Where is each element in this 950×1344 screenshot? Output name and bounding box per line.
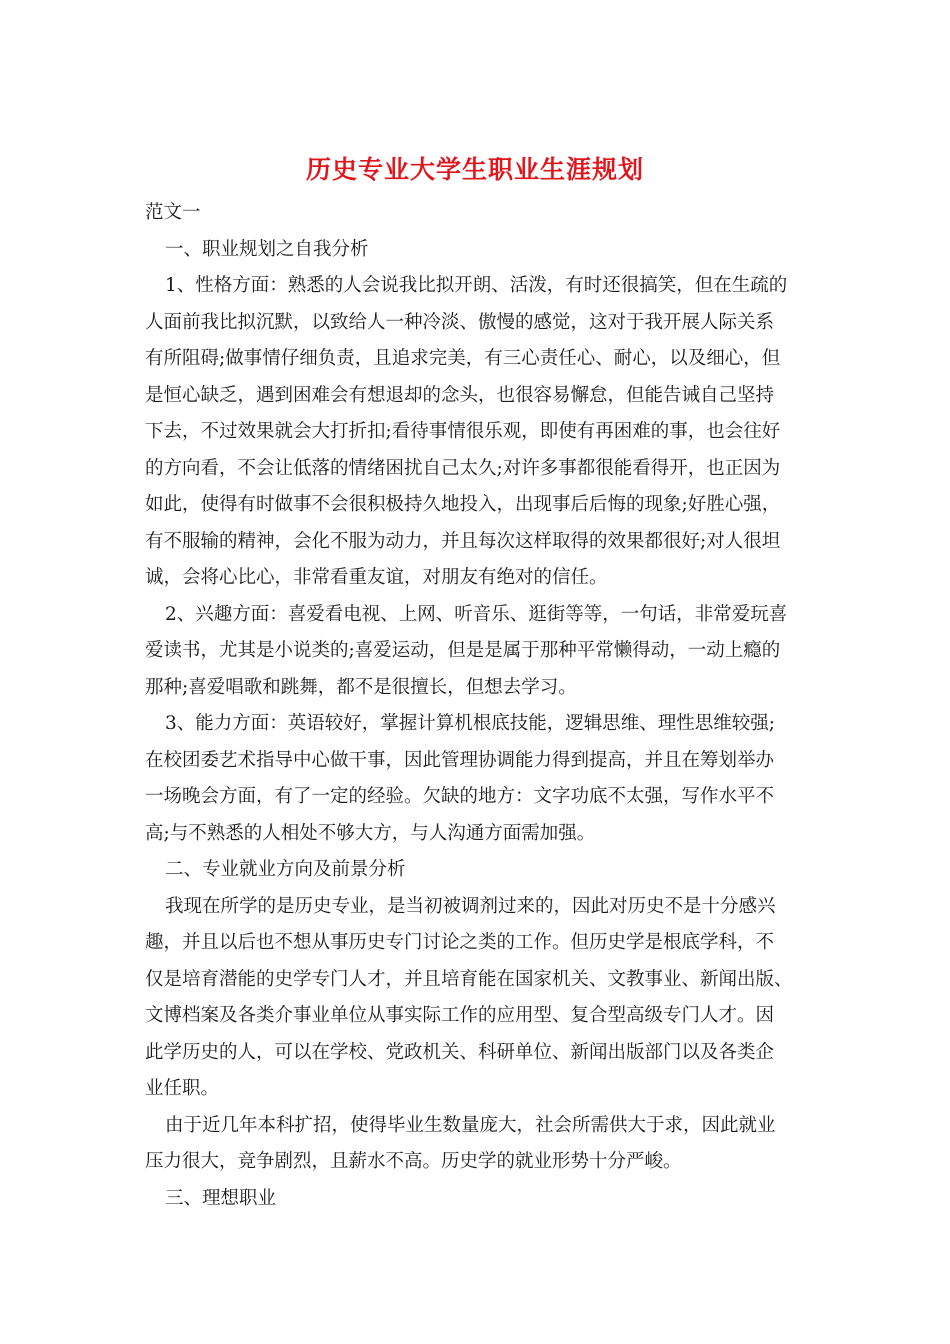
text-line: 我现在所学的是历史专业，是当初被调剂过来的，因此对历史不是十分感兴 — [165, 895, 776, 917]
text-line: 二、专业就业方向及前景分析 — [165, 859, 406, 880]
text-line: 仅是培育潜能的史学专门人才，并且培育能在国家机关、文教事业、新闻出版、 — [145, 968, 793, 990]
text-line: 2、兴趣方面：喜爱看电视、上网、听音乐、逛街等等，一句话，非常爱玩喜 — [165, 603, 788, 625]
text-line: 的方向看，不会让低落的情绪困扰自己太久;对许多事都很能看得开，也正因为 — [145, 457, 781, 479]
text-line: 有所阻碍;做事情仔细负责，且追求完美，有三心责任心、耐心，以及细心，但 — [145, 348, 781, 369]
text-line: 由于近几年本科扩招，使得毕业生数量庞大，社会所需供大于求，因此就业 — [165, 1114, 776, 1136]
text-line: 那种;喜爱唱歌和跳舞，都不是很擅长，但想去学习。 — [145, 676, 577, 698]
text-line: 业任职。 — [145, 1078, 220, 1099]
text-line: 1、性格方面：熟悉的人会说我比拟开朗、活泼，有时还很搞笑，但在生疏的 — [165, 275, 788, 296]
text-line: 高;与不熟悉的人相处不够大方，与人沟通方面需加强。 — [145, 822, 596, 844]
text-line: 有不服输的精神，会化不服为动力，并且每次这样取得的效果都很好;对人很坦 — [145, 530, 781, 552]
text-line: 范文一 — [145, 202, 201, 223]
text-line: 趣，并且以后也不想从事历史专门讨论之类的工作。但历史学是根底学科，不 — [145, 932, 775, 953]
document-body — [145, 195, 810, 1217]
text-line: 此学历史的人，可以在学校、党政机关、科研单位、新闻出版部门以及各类企 — [145, 1041, 775, 1063]
text-line: 3、能力方面：英语较好，掌握计算机根底技能，逻辑思维、理性思维较强; — [165, 713, 776, 734]
text-line: 三、理想职业 — [165, 1187, 277, 1209]
text-line: 是恒心缺乏，遇到困难会有想退却的念头，也很容易懈怠，但能告诫自己坚持 — [145, 384, 775, 406]
document-title: 历史专业大学生职业生涯规划 — [305, 155, 644, 184]
text-line: 一、职业规划之自我分析 — [165, 238, 369, 260]
text-line: 诚，会将心比心，非常看重友谊，对朋友有绝对的信任。 — [145, 567, 608, 588]
text-line: 人面前我比拟沉默，以致给人一种冷淡、傲慢的感觉，这对于我开展人际关系 — [145, 311, 775, 333]
text-line: 下去，不过效果就会大打折扣;看待事情很乐观，即使有再困难的事，也会往好 — [145, 421, 781, 442]
text-line: 文博档案及各类介事业单位从事实际工作的应用型、复合型高级专门人才。因 — [145, 1005, 775, 1026]
text-line: 在校团委艺术指导中心做干事，因此管理协调能力得到提高，并且在筹划举办 — [145, 749, 775, 771]
text-line: 一场晚会方面，有了一定的经验。欠缺的地方：文字功底不太强，写作水平不 — [145, 786, 775, 807]
text-line: 如此，使得有时做事不会很积极持久地投入，出现事后后悔的现象;好胜心强， — [145, 494, 781, 515]
text-line: 压力很大，竞争剧烈，且薪水不高。历史学的就业形势十分严峻。 — [145, 1151, 682, 1172]
text-line: 爱读书，尤其是小说类的;喜爱运动，但是是属于那种平常懒得动，一动上瘾的 — [145, 640, 781, 661]
